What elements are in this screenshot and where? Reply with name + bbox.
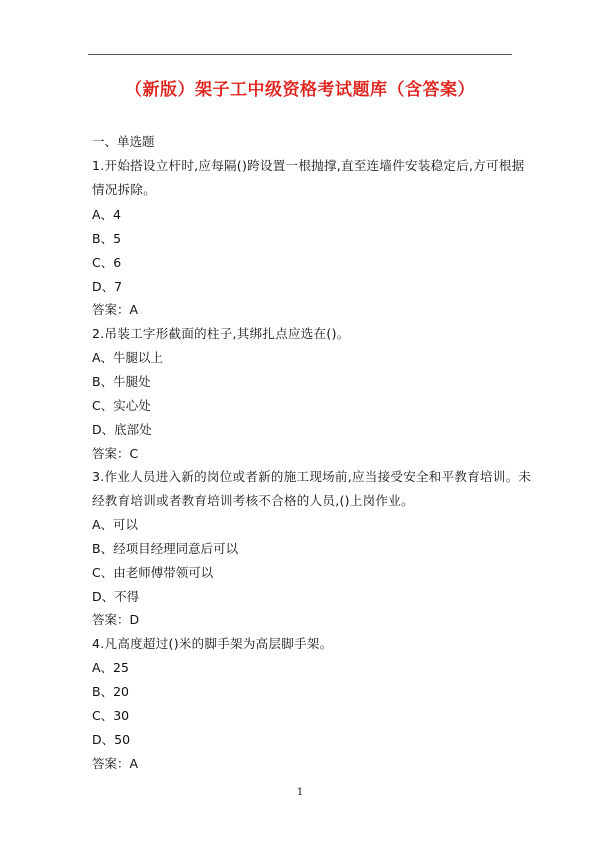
question-2-answer: 答案：C	[92, 446, 139, 461]
question-3-answer: 答案：D	[92, 612, 140, 627]
question-1-answer: 答案：A	[92, 302, 139, 317]
question-4-option-d: D、50	[92, 732, 131, 747]
question-4-option-b: B、20	[92, 684, 129, 699]
question-3-text-line-1: 3.作业人员进入新的岗位或者新的施工现场前,应当接受安全和平教育培训。未	[92, 469, 532, 484]
question-1-text-line-1: 1.开始搭设立杆时,应每隔()跨设置一根抛撑,直至连墙件安装稳定后,方可根据	[92, 158, 525, 173]
header-rule	[88, 54, 512, 55]
question-2-option-d: D、底部处	[92, 422, 152, 437]
section-heading: 一、单选题	[92, 134, 155, 149]
question-2-text-line-1: 2.吊装工字形截面的柱子,其绑扎点应选在()。	[92, 326, 350, 341]
question-3-option-a: A、可以	[92, 517, 139, 532]
question-1-option-c: C、6	[92, 255, 122, 270]
question-4-answer: 答案：A	[92, 756, 139, 771]
question-2-option-c: C、实心处	[92, 398, 151, 413]
page-number: 1	[296, 787, 304, 798]
question-4-text-line-1: 4.凡高度超过()米的脚手架为高层脚手架。	[92, 636, 333, 651]
question-1-option-a: A、4	[92, 207, 122, 222]
question-1-option-b: B、5	[92, 231, 122, 246]
question-1-text-line-2: 情况拆除。	[92, 182, 157, 197]
question-3-text-line-2: 经教育培训或者教育培训考核不合格的人员,()上岗作业。	[92, 493, 414, 508]
document-title: （新版）架子工中级资格考试题库（含答案）	[125, 80, 475, 100]
question-3-option-c: C、由老师傅带领可以	[92, 565, 214, 580]
question-4-option-a: A、25	[92, 660, 129, 675]
question-4-option-c: C、30	[92, 708, 130, 723]
question-2-option-a: A、牛腿以上	[92, 350, 164, 365]
question-3-option-d: D、不得	[92, 589, 140, 604]
question-3-option-b: B、经项目经理同意后可以	[92, 541, 239, 556]
question-2-option-b: B、牛腿处	[92, 374, 151, 389]
question-1-option-d: D、7	[92, 279, 123, 294]
